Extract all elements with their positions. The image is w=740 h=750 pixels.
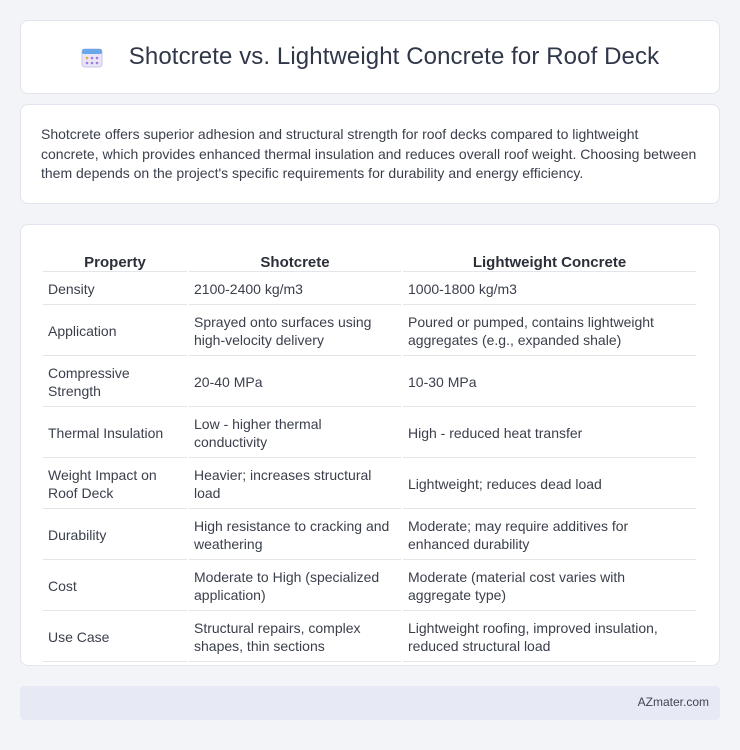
shotcrete-cell: Moderate to High (specialized application) [189,562,401,611]
header-shotcrete: Shotcrete [189,248,401,272]
property-cell: Density [43,274,187,305]
table-row [43,409,696,458]
table-row [43,613,696,662]
page-title: Shotcrete vs. Lightweight Concrete for Roof Deck [128,43,660,70]
calendar-icon [81,46,103,68]
shotcrete-cell: 20-40 MPa [189,358,401,407]
lightweight-cell: 1000-1800 kg/m3 [403,274,696,305]
property-cell: Application [43,307,187,356]
property-cell: Durability [43,511,187,560]
lightweight-cell: Poured or pumped, contains lightweight aggregates (e.g., expanded shale) [403,307,696,356]
property-cell: Weight Impact on Roof Deck [43,460,187,509]
lightweight-cell: Lightweight; reduces dead load [403,460,696,509]
shotcrete-cell: High resistance to cracking and weathering [189,511,401,560]
comparison-table [41,246,698,664]
footer [20,686,720,720]
summary-card [20,104,720,204]
shotcrete-cell: 2100-2400 kg/m3 [189,274,401,305]
lightweight-cell: Moderate; may require additives for enhanced durability [403,511,696,560]
table-row [43,358,696,407]
shotcrete-cell: Sprayed onto surfaces using high-velocity delivery [189,307,401,356]
table-row [43,307,696,356]
property-cell: Cost [43,562,187,611]
table-row [43,274,696,305]
property-cell: Use Case [43,613,187,662]
shotcrete-cell: Structural repairs, complex shapes, thin sections [189,613,401,662]
shotcrete-cell: Low - higher thermal conductivity [189,409,401,458]
property-cell: Compressive Strength [43,358,187,407]
lightweight-cell: High - reduced heat transfer [403,409,696,458]
property-cell: Thermal Insulation [43,409,187,458]
shotcrete-cell: Heavier; increases structural load [189,460,401,509]
table-row [43,511,696,560]
table-row [43,562,696,611]
header-lightweight-concrete: Lightweight Concrete [403,248,696,272]
lightweight-cell: Lightweight roofing, improved insulation, reduced structural load [403,613,696,662]
comparison-card [20,224,720,666]
table-row [43,460,696,509]
footer-brand[interactable]: AZmater.com [637,695,709,709]
title-card [20,20,720,94]
header-property: Property [43,248,187,272]
lightweight-cell: 10-30 MPa [403,358,696,407]
summary-text: Shotcrete offers superior adhesion and structural strength for roof decks compared to lightweight concrete, which provides enhanced thermal insulation and reduces overall roof weight. Choosing between them depends on the project's specific requirements for durability and energy efficiency. [41,126,697,181]
table-header-row [43,248,696,272]
lightweight-cell: Moderate (material cost varies with aggregate type) [403,562,696,611]
